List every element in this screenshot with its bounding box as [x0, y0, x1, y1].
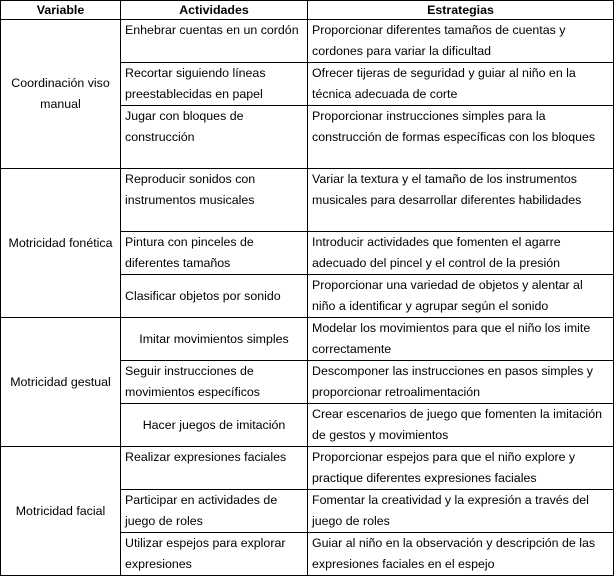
activity-cell: Realizar expresiones faciales [121, 447, 308, 490]
activity-cell: Recortar siguiendo líneas preestablecidas en papel [121, 63, 308, 106]
header-estrategias: Estrategias [308, 1, 614, 20]
strategy-cell: Descomponer las instrucciones en pasos simples y proporcionar retroalimentación [308, 361, 614, 404]
strategy-cell: Modelar los movimientos para que el niño los imite correctamente [308, 318, 614, 361]
strategy-cell: Proporcionar diferentes tamaños de cuentas y cordones para variar la dificultad [308, 20, 614, 63]
strategy-cell: Introducir actividades que fomenten el agarre adecuado del pincel y el control de la presión [308, 232, 614, 275]
table-row [1, 169, 614, 232]
strategy-cell: Proporcionar instrucciones simples para la construcción de formas específicas con los bloques [308, 106, 614, 169]
variable-cell: Motricidad fonética [1, 169, 121, 318]
activity-cell: Reproducir sonidos con instrumentos musicales [121, 169, 308, 232]
strategy-cell: Ofrecer tijeras de seguridad y guiar al niño en la técnica adecuada de corte [308, 63, 614, 106]
table-row [1, 447, 614, 490]
strategy-cell: Guiar al niño en la observación y descripción de las expresiones faciales en el espejo [308, 533, 614, 576]
variable-cell: Coordinación viso manual [1, 20, 121, 169]
table-row [1, 20, 614, 63]
table-row [1, 318, 614, 361]
header-actividades: Actividades [121, 1, 308, 20]
strategy-cell: Proporcionar una variedad de objetos y alentar al niño a identificar y agrupar según el sonido [308, 275, 614, 318]
activity-cell: Utilizar espejos para explorar expresiones [121, 533, 308, 576]
header-variable: Variable [1, 1, 121, 20]
strategy-cell: Proporcionar espejos para que el niño explore y practique diferentes expresiones faciales [308, 447, 614, 490]
variable-cell: Motricidad gestual [1, 318, 121, 447]
activity-cell: Pintura con pinceles de diferentes tamaños [121, 232, 308, 275]
header-row [1, 1, 614, 20]
strategy-cell: Fomentar la creatividad y la expresión a través del juego de roles [308, 490, 614, 533]
activity-cell: Jugar con bloques de construcción [121, 106, 308, 169]
strategy-cell: Variar la textura y el tamaño de los instrumentos musicales para desarrollar diferentes habilidades [308, 169, 614, 232]
activity-cell: Imitar movimientos simples [121, 318, 308, 361]
variable-cell: Motricidad facial [1, 447, 121, 576]
strategy-cell: Crear escenarios de juego que fomenten la imitación de gestos y movimientos [308, 404, 614, 447]
activity-cell: Participar en actividades de juego de roles [121, 490, 308, 533]
activity-cell: Clasificar objetos por sonido [121, 275, 308, 318]
activity-cell: Hacer juegos de imitación [121, 404, 308, 447]
activity-cell: Seguir instrucciones de movimientos específicos [121, 361, 308, 404]
activity-cell: Enhebrar cuentas en un cordón [121, 20, 308, 63]
